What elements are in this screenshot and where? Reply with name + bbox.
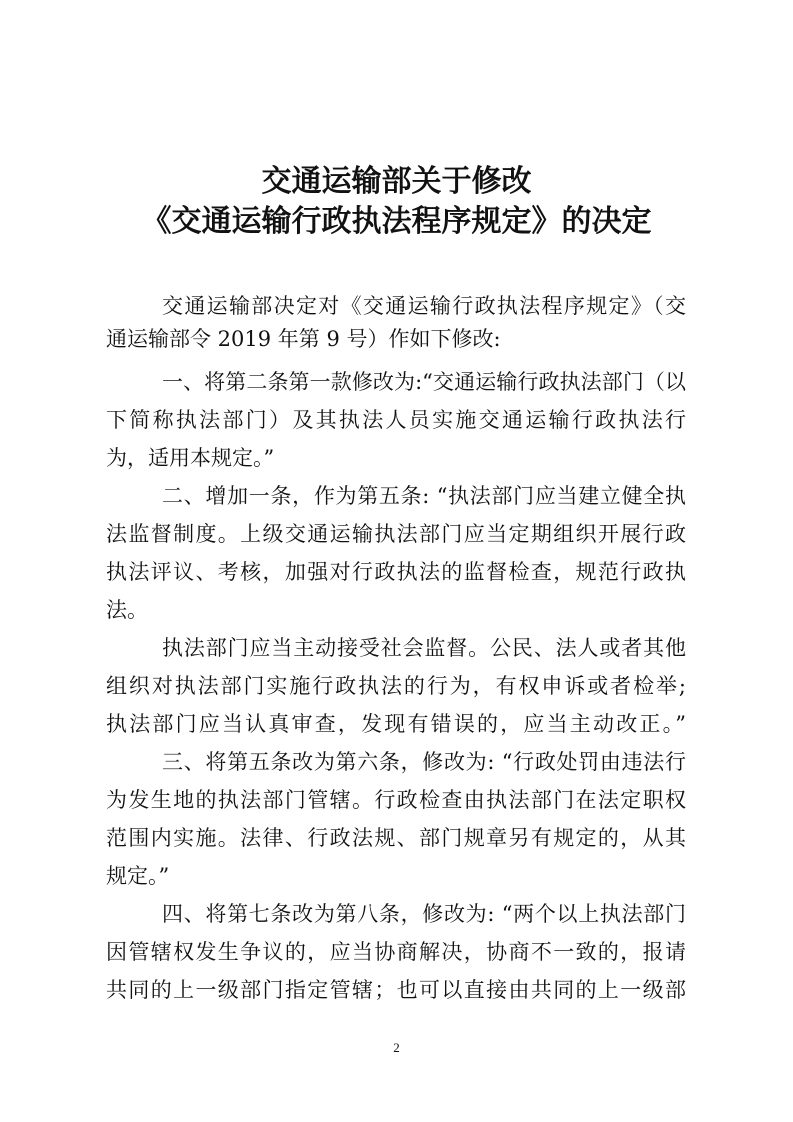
paragraph-line: 二、增加一条，作为第五条: “执法部门应当建立健全执 bbox=[162, 484, 686, 508]
document-title-line-2: 《交通运输行政执法程序规定》的决定 bbox=[141, 204, 652, 239]
paragraph-line: 一、将第二条第一款修改为:“交通运输行政执法部门（以 bbox=[162, 370, 686, 394]
paragraph-line: 执法评议、考核，加强对行政执法的监督检查，规范行政执 bbox=[106, 560, 686, 584]
paragraph-line: 交通运输部决定对《交通运输行政执法程序规定》（交 bbox=[162, 294, 686, 318]
paragraph-line: 为，适用本规定。” bbox=[106, 446, 275, 470]
paragraph-line: 执法部门应当主动接受社会监督。公民、法人或者其他 bbox=[162, 636, 686, 660]
paragraph-line: 规定。” bbox=[106, 864, 170, 888]
paragraph-line: 法监督制度。上级交通运输执法部门应当定期组织开展行政 bbox=[106, 522, 686, 546]
paragraph-line: 通运输部令 2019 年第 9 号）作如下修改: bbox=[106, 327, 501, 351]
paragraph-line: 执法部门应当认真审查，发现有错误的，应当主动改正。” bbox=[106, 712, 686, 736]
paragraph-line: 下简称执法部门）及其执法人员实施交通运输行政执法行 bbox=[106, 408, 686, 432]
document-title-line-1: 交通运输部关于修改 bbox=[261, 164, 532, 199]
paragraph-line: 为发生地的执法部门管辖。行政检查由执法部门在法定职权 bbox=[106, 788, 686, 812]
paragraph-line: 三、将第五条改为第六条，修改为: “行政处罚由违法行 bbox=[162, 750, 686, 774]
paragraph-line: 组织对执法部门实施行政执法的行为，有权申诉或者检举; bbox=[106, 674, 686, 698]
paragraph-line: 共同的上一级部门指定管辖；也可以直接由共同的上一级部 bbox=[106, 978, 686, 1002]
paragraph-line: 因管辖权发生争议的，应当协商解决，协商不一致的，报请 bbox=[106, 940, 686, 964]
paragraph-line: 四、将第七条改为第八条，修改为: “两个以上执法部门 bbox=[162, 902, 686, 926]
page-number: 2 bbox=[393, 1040, 400, 1055]
paragraph-line: 法。 bbox=[106, 598, 148, 622]
paragraph-line: 范围内实施。法律、行政法规、部门规章另有规定的，从其 bbox=[106, 826, 686, 850]
